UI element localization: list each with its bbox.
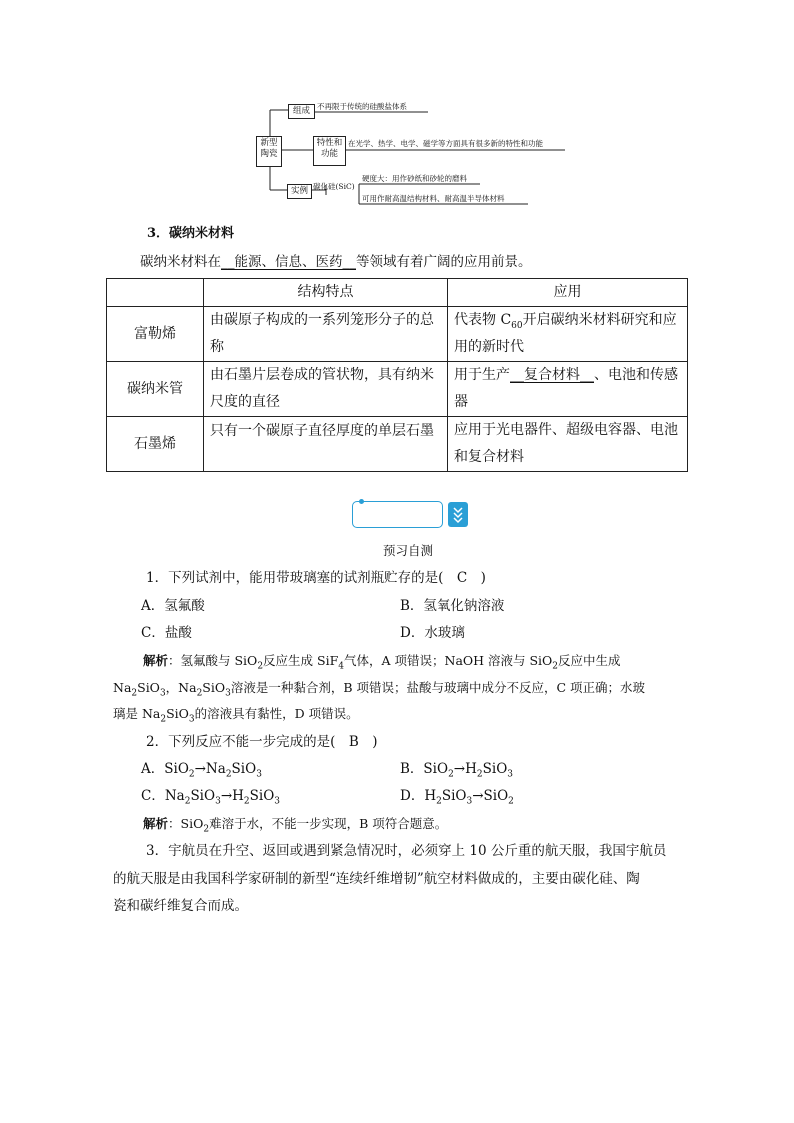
q1-option-d[interactable]: D．水玻璃 (400, 625, 465, 641)
app-text: 、电池和传感 (594, 367, 678, 383)
expl-text: 难溶于水，不能一步实现，B 项符合题意。 (209, 816, 448, 831)
row-application-line2: 器 (454, 394, 468, 410)
q2-option-c[interactable]: C．$Na_2SiO_3\to H_2SiO_3$ (141, 788, 281, 807)
expl-label: 解析 (143, 653, 169, 668)
row-name: 碳纳米管 (107, 362, 204, 417)
diagram-root-line2: 陶瓷 (260, 149, 278, 159)
q1-stem: 1．下列试剂中，能用带玻璃塞的试剂瓶贮存的是( C ) (146, 570, 486, 586)
q1-explanation (113, 648, 683, 728)
section3-intro (140, 249, 532, 275)
diagram-branch2-line1: 特性和 (316, 138, 343, 148)
sub: 2 (552, 661, 559, 672)
table-header-row (107, 279, 688, 307)
row-application (448, 362, 688, 417)
diagram-branch-examples: 实例 (287, 184, 312, 199)
row-application-line2: 用的新时代 (454, 339, 524, 355)
expl-text: 的溶液具有黏性，D 项错误。 (194, 706, 359, 721)
row-application-line1: 应用于光电器件、超级电容器、电池 (454, 422, 678, 438)
expl-text: ：氢氟酸与 SiO (168, 653, 258, 668)
q1-option-c[interactable]: C．盐酸 (141, 625, 192, 641)
row-name: 石墨烯 (107, 417, 204, 472)
q2-stem: 2．下列反应不能一步完成的是( B ) (146, 734, 378, 750)
app-text: 开启碳纳米材料研究和应 (522, 312, 677, 328)
q2-option-a[interactable]: A．$SiO_2\to Na_2SiO_3$ (141, 761, 262, 780)
diagram-example-item2: 可用作耐高温结构材料、耐高温半导体材料 (362, 194, 505, 203)
row-application (448, 307, 688, 362)
table-row (107, 362, 688, 417)
app-subscript: 60 (511, 320, 523, 331)
row-structure (204, 307, 448, 362)
banner-frame (352, 501, 443, 528)
expl-text: 璃是 Na (113, 706, 161, 721)
table-header-blank (107, 279, 204, 307)
row-application-line2: 和复合材料 (454, 449, 524, 465)
diagram-composition-text: 不再限于传统的硅酸盐体系 (317, 102, 407, 111)
app-text: 用于生产 (454, 367, 510, 383)
row-name: 富勒烯 (107, 307, 204, 362)
expl-text: Na (113, 679, 132, 695)
sub: 4 (338, 661, 344, 672)
carbon-nanomaterials-table (106, 278, 688, 472)
app-text: 代表物 C (454, 312, 512, 328)
diagram-root-box (256, 136, 282, 167)
q2-explanation (143, 811, 447, 838)
row-application-line1 (454, 362, 681, 389)
section3-intro-before: 碳纳米材料在 (140, 254, 221, 270)
row-structure-line1: 只有一个碳原子直径厚度的单层石墨 (210, 423, 434, 439)
table-row (107, 417, 688, 472)
q3-line1: 3．宇航员在升空、返回或遇到紧急情况时，必须穿上 10 公斤重的航天服，我国宇航员 (146, 843, 667, 859)
q3-line3: 瓷和碳纤维复合而成。 (113, 898, 248, 914)
expl-text: 反应中生成 (558, 653, 621, 668)
diagram-branch2-line2: 功能 (320, 149, 338, 159)
row-structure-line1: 由碳原子构成的一系列笼形分子的总 (210, 312, 434, 328)
row-application-line1 (454, 307, 681, 334)
expl-text: SiO (166, 706, 189, 721)
app-blank: __复合材料__ (510, 367, 594, 383)
sub: 2 (257, 661, 264, 672)
q3-line2: 的航天服是由我国科学家研制的新型“连续纤维增韧”航空材料做成的，主要由碳化硅、陶 (113, 871, 640, 887)
diagram-root-line1: 新型 (260, 138, 278, 148)
table-header-application: 应用 (448, 279, 688, 307)
row-structure (204, 417, 448, 472)
row-structure-line2: 尺度的直径 (210, 394, 280, 410)
diagram-branch-properties (313, 136, 346, 166)
q2-option-b[interactable]: B．$SiO_2\to H_2SiO_3$ (400, 761, 513, 780)
sub: 2 (131, 688, 138, 698)
q1-expl-line3 (113, 701, 683, 728)
banner-title: 预习自测 (383, 543, 434, 558)
expl-text: ：SiO (168, 816, 204, 831)
expl-text: 反应生成 SiF (263, 653, 339, 668)
sub: 2 (196, 688, 203, 698)
expl-text: ，Na (165, 679, 197, 695)
diagram-example-item1: 硬度大：用作砂纸和砂轮的磨料 (362, 174, 467, 183)
row-structure (204, 362, 448, 417)
section3-intro-after: 等领域有着广阔的应用前景。 (356, 254, 532, 270)
row-application (448, 417, 688, 472)
sub: 2 (160, 714, 167, 725)
q1-option-a[interactable]: A．氢氟酸 (141, 598, 205, 614)
sub: 2 (203, 824, 210, 835)
expl-text: 气体，A 项错误；NaOH 溶液与 SiO (344, 653, 553, 668)
section3-intro-blank: __能源、信息、医药__ (221, 254, 356, 270)
q1-expl-line1 (113, 648, 683, 675)
expl-text: 溶液是一种黏合剂，B 项错误；盐酸与玻璃中成分不反应，C 项正确；水玻 (230, 679, 646, 695)
table-header-structure: 结构特点 (204, 279, 448, 307)
banner-dot (359, 499, 364, 504)
section3-heading: 3．碳纳米材料 (147, 226, 235, 241)
diagram-example-label: 碳化硅(SiC) (313, 182, 355, 191)
chevron-down-icon (448, 502, 468, 527)
q1-option-b[interactable]: B．氢氧化钠溶液 (400, 598, 505, 614)
q2-option-d[interactable]: D．$H_2SiO_3\to SiO_2$ (400, 788, 514, 807)
table-row (107, 307, 688, 362)
q1-expl-line2 (113, 675, 683, 702)
section-banner (352, 501, 470, 529)
row-structure-line1: 由石墨片层卷成的管状物，具有纳米 (210, 367, 434, 383)
sub: 3 (225, 688, 231, 698)
double-chevron-down-icon (448, 502, 468, 527)
diagram-branch-composition: 组成 (288, 104, 315, 119)
expl-text: SiO (137, 679, 160, 695)
sub: 3 (188, 714, 195, 725)
diagram-properties-text: 在光学、热学、电学、磁学等方面具有很多新的特性和功能 (348, 139, 543, 148)
row-structure-line2: 称 (210, 339, 224, 355)
expl-label: 解析 (143, 816, 169, 831)
expl-text: SiO (202, 679, 226, 695)
sub: 3 (159, 688, 166, 698)
